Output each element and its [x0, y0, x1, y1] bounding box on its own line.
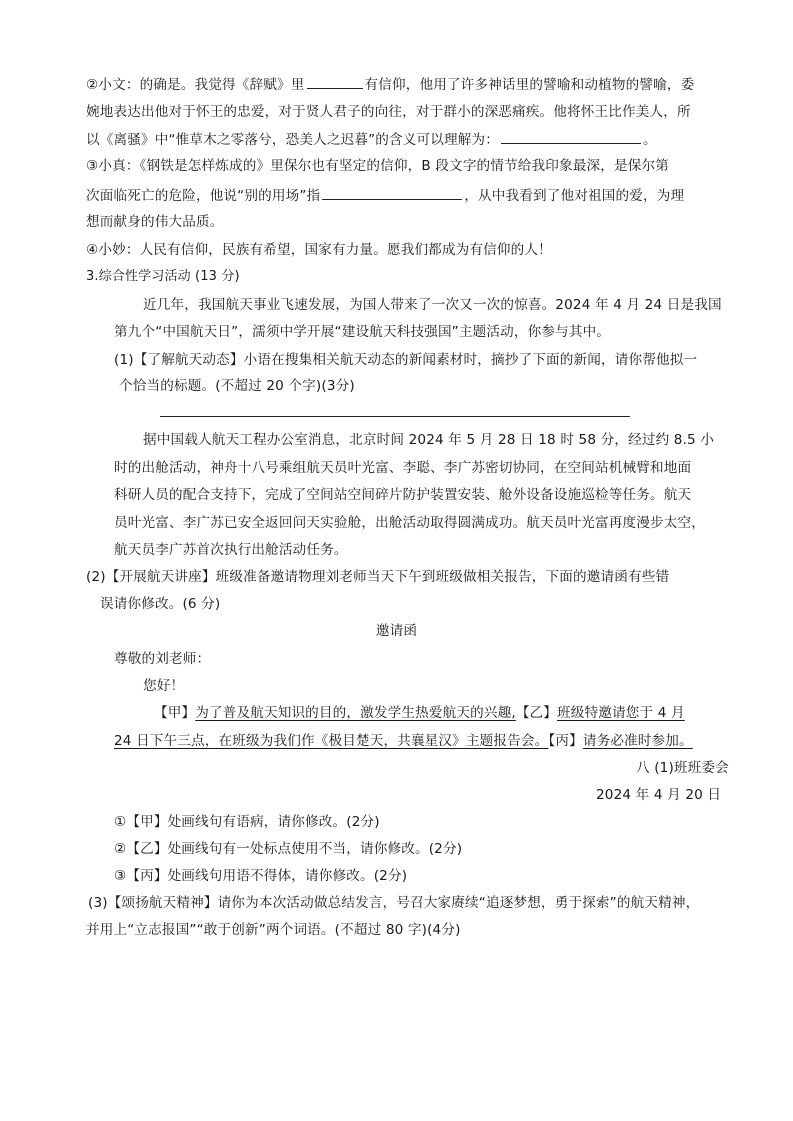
- marker-bing: 【丙】: [548, 733, 583, 749]
- marker-jia: 【甲】: [154, 705, 196, 721]
- text-line: 科研人员的配合支持下，完成了空间站空间碎片防护装置安装、舱外设备设施巡检等任务。航天: [114, 487, 692, 503]
- text-segment: 。: [642, 132, 657, 148]
- text-line: 时的出舱活动，神舟十八号乘组航天员叶光富、李聪、李广苏密切协同，在空间站机械臂和地面: [114, 460, 692, 476]
- underlined-sentence-yi: 24 日下午三点，在班级为我们作《极目楚天，共襄星汉》主题报告会。: [114, 733, 549, 749]
- text-line: [86, 185, 684, 206]
- text-line: [86, 74, 694, 95]
- text-line: 想而献身的伟大品质。: [86, 214, 224, 230]
- text-line: 近几年，我国航天事业飞速发展，为国人带来了一次又一次的惊喜。2024 年 4 月 24 日是我国: [143, 297, 722, 313]
- answer-line[interactable]: [160, 416, 630, 417]
- text-line: 第九个“中国航天日”，濡须中学开展“建设航天科技强国”主题活动，你参与其中。: [114, 324, 611, 340]
- underlined-sentence-jia: 为了普及航天知识的目的，激发学生热爱航天的兴趣,: [195, 705, 516, 721]
- sub-question: 并用上“立志报国”“敢于创新”两个词语。(不超过 80 字)(4分): [86, 922, 461, 938]
- sub-item: ③【丙】处画线句用语不得体，请你修改。(2分): [114, 868, 408, 884]
- letter-body-line: [114, 731, 693, 751]
- sub-question: (3)【颂扬航天精神】请你为本次活动做总结发言，号召大家赓续“追逐梦想，勇于探索”的航天精神，: [88, 895, 700, 911]
- text-segment: 以《离骚》中“惟草木之零落兮，恐美人之迟暮”的含义可以理解为：: [86, 132, 499, 148]
- sub-question: (2)【开展航天讲座】班级准备邀请物理刘老师当天下午到班级做相关报告，下面的邀请函有些错: [86, 569, 670, 585]
- underlined-sentence-bing: 请务必准时参加。: [582, 733, 693, 749]
- letter-signature: 八 (1)班班委会: [636, 760, 729, 776]
- text-line: 航天员李广苏首次执行出舱活动任务。: [114, 542, 348, 558]
- answer-blank[interactable]: [501, 129, 641, 144]
- text-segment: 有信仰，他用了许多神话里的譬喻和动植物的譬喻，委: [364, 77, 695, 93]
- text-line: 据中国载人航天工程办公室消息，北京时间 2024 年 5 月 28 日 18 时 58 分，经过约 8.5 小: [143, 432, 715, 448]
- text-line: 员叶光富、李广苏已安全返回问天实验舱，出舱活动取得圆满成功。航天员叶光富再度漫步太空，: [114, 515, 705, 531]
- letter-greeting: 您好！: [143, 678, 185, 694]
- text-line: ④小妙：人民有信仰，民族有希望，国家有力量。愿我们都成为有信仰的人！: [86, 242, 552, 258]
- letter-salutation: 尊敬的刘老师：: [114, 651, 211, 667]
- letter-title: 邀请函: [375, 623, 418, 639]
- marker-yi: 【乙】: [515, 705, 558, 721]
- text-segment: ②小文：的确是。我觉得《辞赋》里: [86, 77, 305, 93]
- text-segment: ，从中我看到了他对祖国的爱，为理: [464, 188, 685, 204]
- sub-question: 误请你修改。(6 分): [100, 596, 221, 612]
- sub-question: (1)【了解航天动态】小语在搜集相关航天动态的新闻素材时，摘抄了下面的新闻，请你帮他拟一: [114, 352, 698, 368]
- answer-blank[interactable]: [307, 74, 363, 89]
- letter-body-line: [154, 703, 685, 723]
- underlined-sentence-yi: 班级特邀请您于 4 月: [557, 705, 685, 721]
- question-title: 3.综合性学习活动 (13 分): [86, 269, 240, 284]
- text-line: 婉地表达出他对于怀王的忠爱，对于贤人君子的向往，对于群小的深恶痛疾。他将怀王比作美人，所: [86, 104, 691, 120]
- sub-item: ②【乙】处画线句有一处标点使用不当，请你修改。(2分): [114, 841, 463, 857]
- sub-question: 个恰当的标题。(不超过 20 个字)(3分): [119, 378, 355, 394]
- sub-item: ①【甲】处画线句有语病，请你修改。(2分): [114, 814, 380, 830]
- text-line: ③小真：《钢铁是怎样炼成的》里保尔也有坚定的信仰，B 段文字的情节给我印象最深，是保尔第: [86, 158, 669, 174]
- text-segment: 次面临死亡的危险，他说“别的用场”指: [86, 188, 321, 204]
- answer-blank[interactable]: [322, 185, 462, 200]
- text-line: [86, 129, 657, 150]
- letter-date: 2024 年 4 月 20 日: [596, 787, 722, 803]
